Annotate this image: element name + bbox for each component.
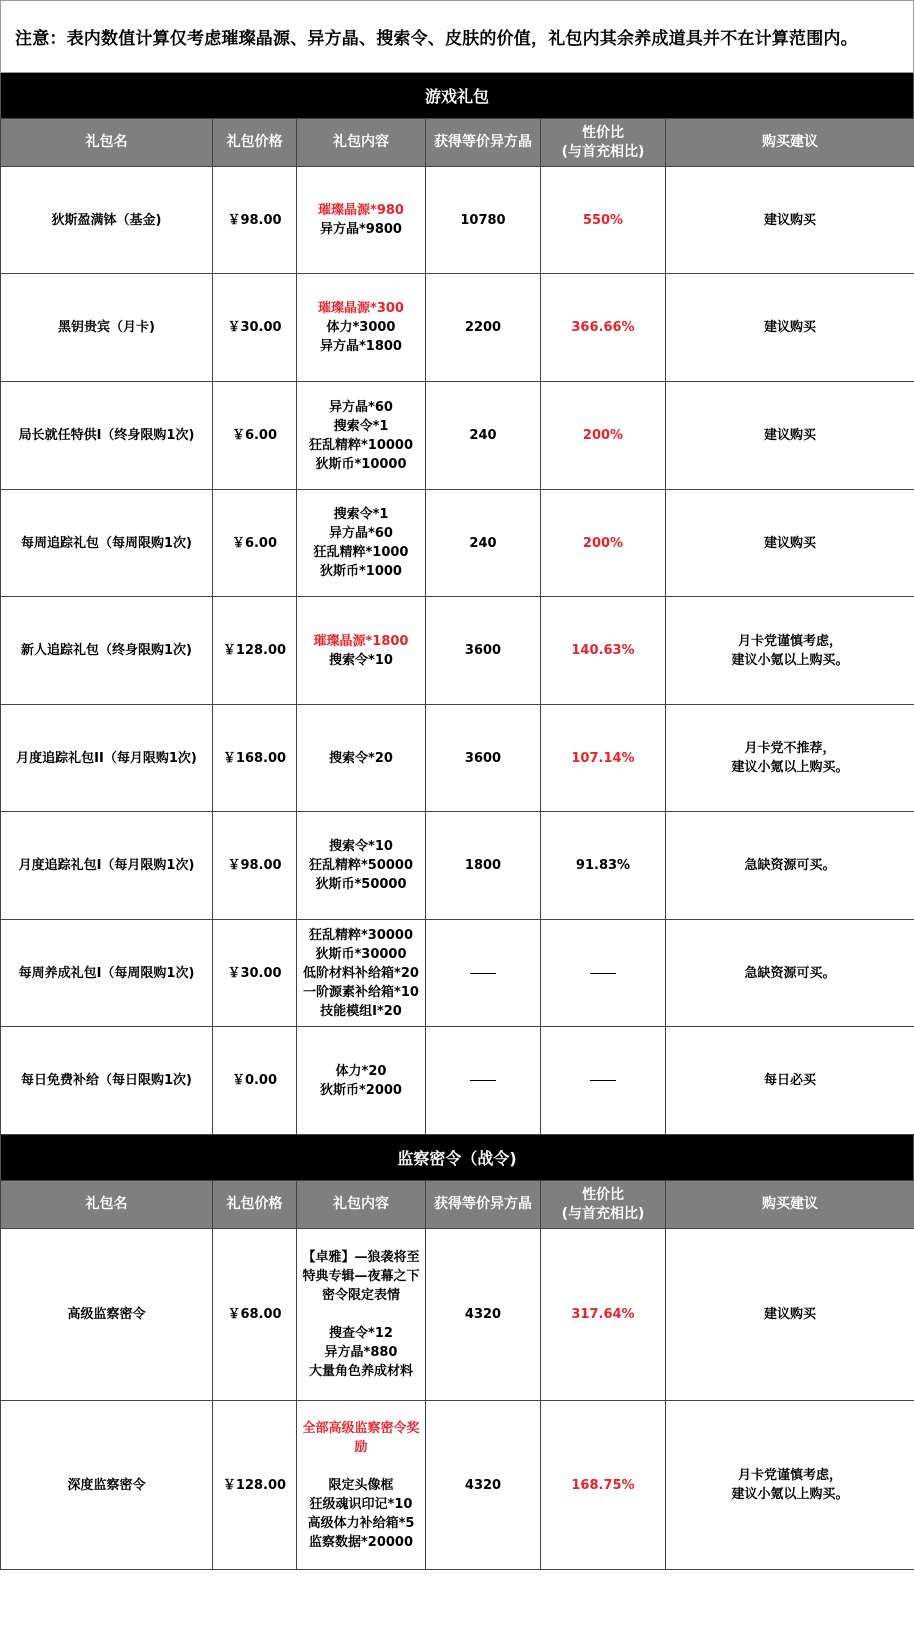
advice-line: 急缺资源可买。 xyxy=(744,965,836,981)
advice-line: 建议购买 xyxy=(763,212,816,228)
content-item: 体力*20 xyxy=(335,1063,387,1079)
advice-line: 月卡党谨慎考虑， xyxy=(737,633,842,649)
table-row xyxy=(1,167,914,274)
pack-contents xyxy=(297,490,426,597)
table-row xyxy=(1,1401,914,1570)
content-spacer xyxy=(301,1305,421,1324)
content-item: 狄斯币*30000 xyxy=(315,946,407,962)
purchase-advice xyxy=(666,274,914,382)
pack-price: ￥30.00 xyxy=(213,274,297,382)
table-row xyxy=(1,812,914,920)
table-row xyxy=(1,274,914,382)
value-ratio: 140.63% xyxy=(541,597,666,705)
equiv-amount: 2200 xyxy=(426,274,541,382)
pack-name: 黑钥贵宾（月卡) xyxy=(1,274,213,382)
pack-contents xyxy=(297,1027,426,1135)
content-item: 狂乱精粹*50000 xyxy=(308,858,414,873)
table-header-row xyxy=(1,1181,914,1229)
content-item: 异方晶*880 xyxy=(324,1345,398,1360)
advice-line: 建议购买 xyxy=(763,1307,816,1322)
header-name: 礼包名 xyxy=(1,1181,213,1229)
advice-line: 月卡党不推荐， xyxy=(744,741,836,756)
equiv-amount: 240 xyxy=(426,382,541,490)
pack-price: ￥128.00 xyxy=(213,597,297,705)
sections-container xyxy=(0,73,914,1570)
purchase-advice xyxy=(666,597,914,705)
dash-mark xyxy=(470,973,496,974)
table-row xyxy=(1,920,914,1027)
pack-name: 月度追踪礼包II（每月限购1次) xyxy=(1,705,213,812)
purchase-advice xyxy=(666,812,914,920)
pack-price: ￥128.00 xyxy=(213,1401,297,1570)
value-ratio: 200% xyxy=(541,490,666,597)
table-row xyxy=(1,382,914,490)
header-equiv: 获得等价异方晶 xyxy=(426,1181,541,1229)
advice-line: 急缺资源可买。 xyxy=(744,858,836,873)
notice-text: 注意：表内数值计算仅考虑璀璨晶源、异方晶、搜索令、皮肤的价值，礼包内其余养成道具并不在计算范围内。 xyxy=(0,0,914,73)
content-item: 全部高级监察密令奖励 xyxy=(302,1420,420,1455)
content-item: 狂乱精粹*1000 xyxy=(313,545,409,560)
purchase-advice xyxy=(666,1401,914,1570)
table-row xyxy=(1,1229,914,1401)
table-row xyxy=(1,597,914,705)
pack-name: 高级监察密令 xyxy=(1,1229,213,1401)
purchase-advice xyxy=(666,490,914,597)
advice-line: 建议购买 xyxy=(763,535,816,551)
content-item: 狄斯币*10000 xyxy=(315,456,407,472)
content-item: 狂级魂识印记*10 xyxy=(309,1496,413,1512)
content-item: 限定头像框 xyxy=(328,1477,394,1493)
content-item: 搜索令*1 xyxy=(333,418,389,434)
pack-price: ￥98.00 xyxy=(213,812,297,920)
purchase-advice xyxy=(666,382,914,490)
content-item: 大量角色养成材料 xyxy=(308,1364,413,1379)
advice-line: 每日必买 xyxy=(763,1073,816,1088)
content-item: 搜索令*1 xyxy=(333,507,389,522)
section-title: 游戏礼包 xyxy=(0,73,914,118)
equiv-amount: 1800 xyxy=(426,812,541,920)
gift-table xyxy=(0,118,914,1135)
content-item: 搜索令*10 xyxy=(329,839,393,854)
equiv-amount xyxy=(426,920,541,1027)
pack-contents xyxy=(297,1229,426,1401)
equiv-amount: 4320 xyxy=(426,1229,541,1401)
content-item: 狄斯币*2000 xyxy=(320,1082,402,1098)
table-header-row xyxy=(1,119,914,167)
pack-price: ￥6.00 xyxy=(213,490,297,597)
content-item: 狄斯币*50000 xyxy=(315,877,407,892)
equiv-amount: 240 xyxy=(426,490,541,597)
pack-name: 月度追踪礼包I（每月限购1次) xyxy=(1,812,213,920)
content-item: 璀璨晶源*300 xyxy=(318,301,404,316)
content-item: 璀璨晶源*1800 xyxy=(313,633,409,649)
header-name: 礼包名 xyxy=(1,119,213,167)
pack-price: ￥68.00 xyxy=(213,1229,297,1401)
pack-contents xyxy=(297,597,426,705)
gift-table xyxy=(0,1180,914,1570)
pack-name: 每日免费补给（每日限购1次) xyxy=(1,1027,213,1135)
section-title: 监察密令（战令) xyxy=(0,1135,914,1180)
purchase-advice xyxy=(666,1229,914,1401)
equiv-amount: 3600 xyxy=(426,705,541,812)
header-price: 礼包价格 xyxy=(213,1181,297,1229)
content-item: 狄斯币*1000 xyxy=(320,564,402,579)
pack-name: 深度监察密令 xyxy=(1,1401,213,1570)
content-item: 低阶材料补给箱*20 xyxy=(303,965,419,981)
header-price: 礼包价格 xyxy=(213,119,297,167)
purchase-advice xyxy=(666,1027,914,1135)
value-ratio: 366.66% xyxy=(541,274,666,382)
content-item: 一阶源素补给箱*10 xyxy=(303,984,419,1000)
value-ratio: 107.14% xyxy=(541,705,666,812)
pack-price: ￥168.00 xyxy=(213,705,297,812)
dash-mark xyxy=(470,1080,496,1081)
value-ratio xyxy=(541,1027,666,1135)
table-row xyxy=(1,1027,914,1135)
table-row xyxy=(1,490,914,597)
equiv-amount xyxy=(426,1027,541,1135)
pack-price: ￥98.00 xyxy=(213,167,297,274)
pack-price: ￥30.00 xyxy=(213,920,297,1027)
value-ratio: 550% xyxy=(541,167,666,274)
purchase-advice xyxy=(666,167,914,274)
advice-line: 建议小氪以上购买。 xyxy=(731,760,849,775)
purchase-advice xyxy=(666,705,914,812)
equiv-amount: 4320 xyxy=(426,1401,541,1570)
pack-price: ￥6.00 xyxy=(213,382,297,490)
header-advice: 购买建议 xyxy=(666,1181,914,1229)
pack-contents xyxy=(297,705,426,812)
value-ratio: 91.83% xyxy=(541,812,666,920)
value-ratio: 200% xyxy=(541,382,666,490)
header-contents: 礼包内容 xyxy=(297,119,426,167)
header-advice: 购买建议 xyxy=(666,119,914,167)
content-item: 体力*3000 xyxy=(326,320,396,335)
content-item: 技能模组I*20 xyxy=(320,1003,402,1019)
advice-line: 建议小氪以上购买。 xyxy=(731,1487,849,1502)
content-item: 特典专辑—夜幕之下 xyxy=(302,1269,420,1284)
pack-contents xyxy=(297,812,426,920)
equiv-amount: 3600 xyxy=(426,597,541,705)
pack-contents xyxy=(297,167,426,274)
pack-name: 局长就任特供I（终身限购1次) xyxy=(1,382,213,490)
pack-name: 新人追踪礼包（终身限购1次) xyxy=(1,597,213,705)
pack-price: ￥0.00 xyxy=(213,1027,297,1135)
header-ratio: 性价比 (与首充相比) xyxy=(541,119,666,167)
pack-contents xyxy=(297,382,426,490)
advice-line: 建议小氪以上购买。 xyxy=(731,652,849,668)
content-item: 高级体力补给箱*5 xyxy=(307,1515,415,1531)
header-contents: 礼包内容 xyxy=(297,1181,426,1229)
content-item: 异方晶*60 xyxy=(329,526,393,541)
purchase-advice xyxy=(666,920,914,1027)
header-equiv: 获得等价异方晶 xyxy=(426,119,541,167)
table-row xyxy=(1,705,914,812)
content-item: 狂乱精粹*10000 xyxy=(308,437,414,453)
dash-mark xyxy=(590,1080,616,1081)
content-item: 搜查令*12 xyxy=(329,1326,393,1341)
content-item: 狂乱精粹*30000 xyxy=(308,927,414,943)
content-item: 【卓雅】—狼袭将至 xyxy=(302,1250,420,1265)
dash-mark xyxy=(590,973,616,974)
value-ratio xyxy=(541,920,666,1027)
pack-contents xyxy=(297,920,426,1027)
content-item: 搜索令*10 xyxy=(329,652,393,668)
content-item: 监察数据*20000 xyxy=(308,1534,414,1550)
content-item: 密令限定表情 xyxy=(321,1288,400,1303)
advice-line: 建议购买 xyxy=(763,320,816,335)
content-item: 璀璨晶源*980 xyxy=(318,203,404,218)
value-ratio: 168.75% xyxy=(541,1401,666,1570)
content-item: 搜索令*20 xyxy=(329,750,393,766)
content-item: 异方晶*9800 xyxy=(320,222,402,237)
advice-line: 月卡党谨慎考虑， xyxy=(737,1468,842,1483)
advice-line: 建议购买 xyxy=(763,428,816,443)
value-ratio: 317.64% xyxy=(541,1229,666,1401)
content-item: 异方晶*1800 xyxy=(320,339,402,354)
pack-name: 每周追踪礼包（每周限购1次) xyxy=(1,490,213,597)
content-item: 异方晶*60 xyxy=(329,399,393,415)
header-ratio: 性价比 (与首充相比) xyxy=(541,1181,666,1229)
pack-contents xyxy=(297,274,426,382)
pack-name: 狄斯盈满钵（基金) xyxy=(1,167,213,274)
equiv-amount: 10780 xyxy=(426,167,541,274)
pack-contents xyxy=(297,1401,426,1570)
content-spacer xyxy=(301,1457,421,1476)
pack-name: 每周养成礼包I（每周限购1次) xyxy=(1,920,213,1027)
